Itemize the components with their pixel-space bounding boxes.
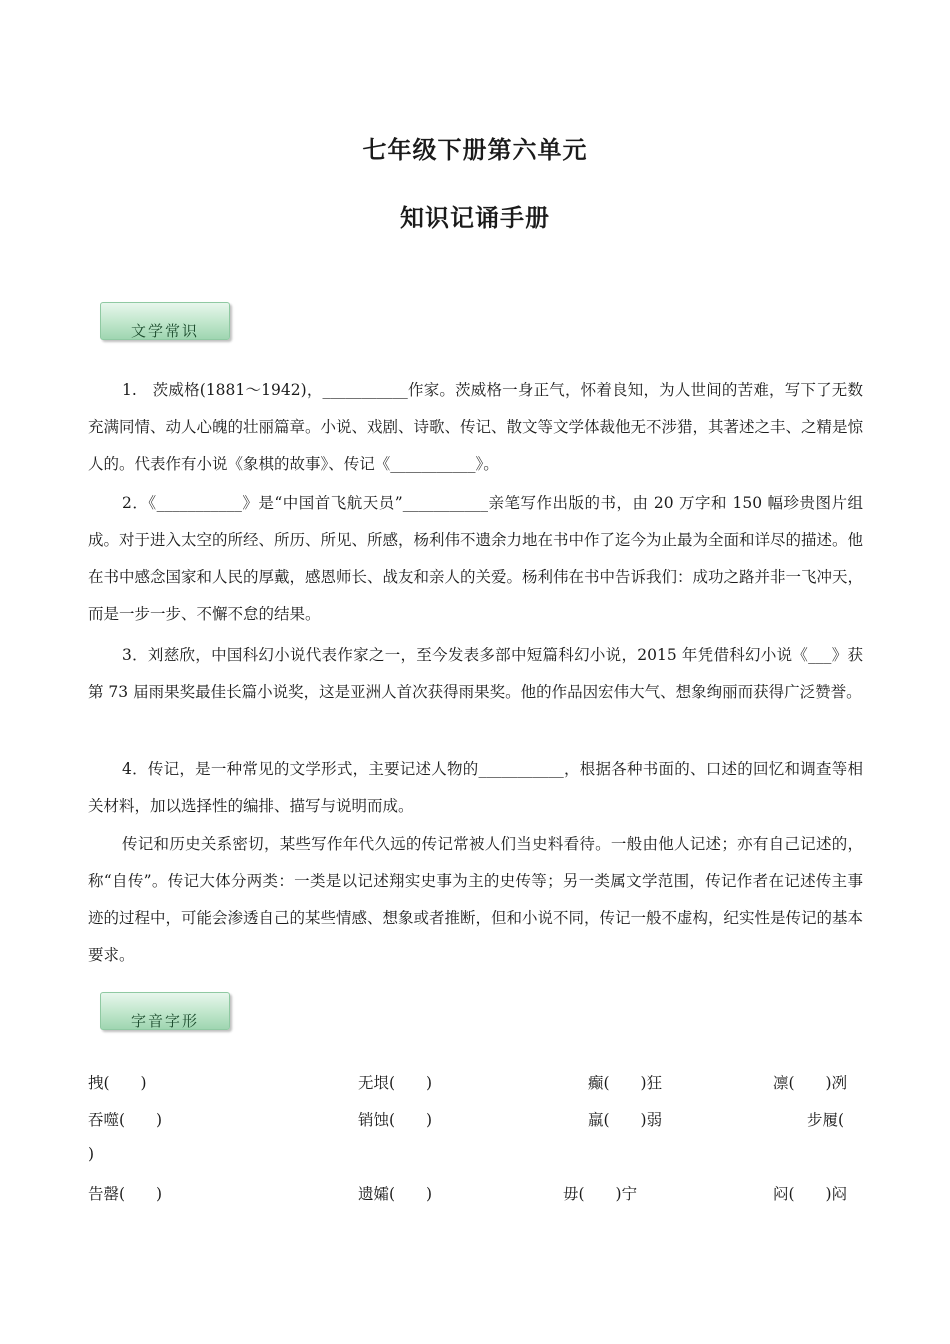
char-item: 遗孀( ) [358, 1185, 433, 1203]
char-item: 拽( ) [88, 1074, 147, 1092]
literature-item-4: 4．传记，是一种常见的文学形式，主要记述人物的___________，根据各种书面的、口述的回忆和调查等相关材料，加以选择性的编排、描写与说明而成。 [88, 760, 863, 815]
char-item: 凛( )冽 [773, 1074, 848, 1092]
char-item: ) [88, 1145, 95, 1163]
char-item: 步履( [807, 1111, 845, 1129]
char-item: 无垠( ) [358, 1074, 433, 1092]
section-characters-label: 字音字形 [130, 1012, 199, 1030]
section-characters-button[interactable] [100, 992, 230, 1030]
char-item: 癫( )狂 [588, 1074, 663, 1092]
page-title: 七年级下册第六单元 [362, 135, 588, 164]
char-item: 销蚀( ) [358, 1111, 433, 1129]
char-item: 羸( )弱 [588, 1111, 663, 1129]
char-item: 告罄( ) [88, 1185, 163, 1203]
section-literature-label: 文学常识 [130, 322, 199, 340]
literature-item-1: 1. 茨威格(1881～1942)，___________作家。茨威格一身正气，怀着良知，为人世间的苦难，写下了无数充满同情、动人心魄的壮丽篇章。小说、戏剧、诗歌、传记、散文等文学体裁他无不涉猎，其著述之丰、之精是惊人的。代表作有小说《象棋的故事》、传记《___________》。 [88, 381, 864, 473]
char-item: 毋( )宁 [563, 1185, 638, 1203]
literature-item-5: 传记和历史关系密切，某些写作年代久远的传记常被人们当史料看待。一般由他人记述；亦有自己记述的，称“自传”。传记大体分两类：一类是以记述翔实史事为主的史传等；另一类属文学范围，传记作者在记述传主事迹的过程中，可能会渗透自己的某些情感、想象或者推断，但和小说不同，传记一般不虚构，纪实性是传记的基本要求。 [88, 835, 864, 964]
literature-item-2: 2．《___________》是“中国首飞航天员”___________亲笔写作出版的书，由 20 万字和 150 幅珍贵图片组成。对于进入太空的所经、所历、所见、所感，杨利伟不遗余力地在书中作了迄今为止最为全面和详尽的描述。他在书中感念国家和人民的厚戴，感恩师长、战友和亲人的关爱。杨利伟在书中告诉我们：成功之路并非一飞冲天，而是一步一步、不懈不怠的结果。 [88, 494, 864, 623]
literature-item-3: 3．刘慈欣，中国科幻小说代表作家之一，至今发表多部中短篇科幻小说，2015 年凭借科幻小说《___》获第 73 届雨果奖最佳长篇小说奖，这是亚洲人首次获得雨果奖。他的作品因宏伟大气、想象绚丽而获得广泛赞誉。 [88, 646, 863, 701]
char-item: 闷( )闷 [773, 1185, 848, 1203]
section-literature-button[interactable] [100, 302, 230, 340]
char-item: 吞噬( ) [88, 1111, 163, 1129]
page-subtitle: 知识记诵手册 [400, 203, 550, 232]
